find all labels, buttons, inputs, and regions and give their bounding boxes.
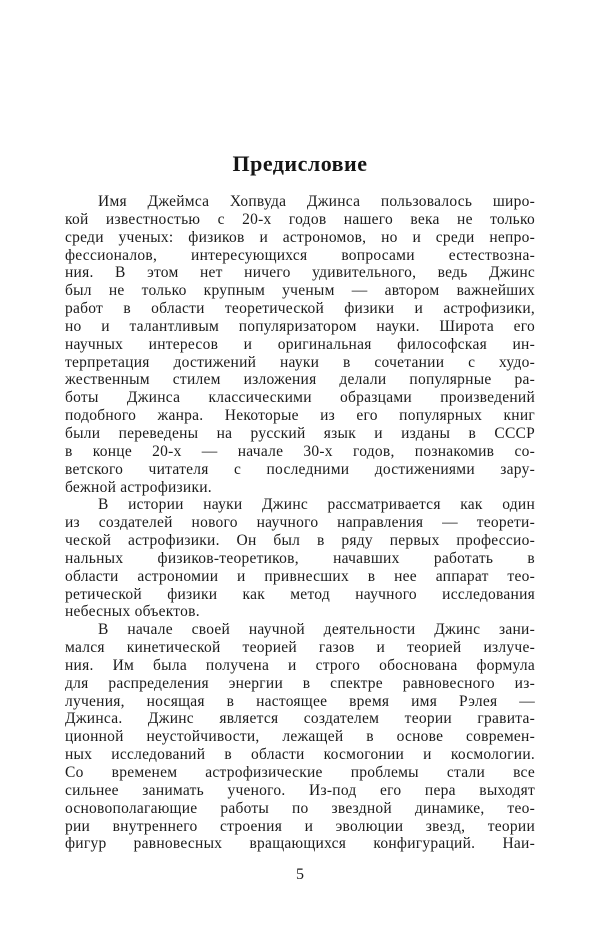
text-line: ветского читателя с последними достижениями зару- xyxy=(65,460,535,478)
paragraph xyxy=(65,621,535,853)
text-line: терпретация достижений науки в сочетании с худо- xyxy=(65,353,535,371)
text-line: мался кинетической теорией газов и теорией излуче- xyxy=(65,639,535,657)
text-line: ния. В этом нет ничего удивительного, ведь Джинс xyxy=(65,264,535,282)
text-line: боты Джинса классическими образцами произведений xyxy=(65,389,535,407)
text-line: В истории науки Джинс рассматривается как один xyxy=(98,496,535,514)
text-line: нальных физиков-теоретиков, начавших работать в xyxy=(65,549,535,567)
text-line: но и талантливым популяризатором науки. Широта его xyxy=(65,317,535,335)
text-line: жественным стилем изложения делали популярные ра- xyxy=(65,371,535,389)
text-line: ческой астрофизики. Он был в ряду первых профессио- xyxy=(65,532,535,550)
page-title: Предисловие xyxy=(232,150,368,176)
text-line: ных исследований в области космогонии и космологии. xyxy=(65,746,535,764)
text-line: В начале своей научной деятельности Джинс зани- xyxy=(98,621,535,639)
text-line: ционной неустойчивости, лежащей в основе современ- xyxy=(65,728,535,746)
text-line: небесных объектов. xyxy=(65,603,200,621)
text-line: из создателей нового научного направления — теорети- xyxy=(65,514,535,532)
text-line: фигур равновесных вращающихся конфигураций. Наи- xyxy=(65,835,535,853)
paragraph xyxy=(65,496,535,621)
text-line: подобного жанра. Некоторые из его популярных книг xyxy=(65,407,535,425)
body-text xyxy=(65,193,535,853)
text-line: сильнее занимать ученого. Из-под его пера выходят xyxy=(65,781,535,799)
text-line: области астрономии и привнесших в нее аппарат тео- xyxy=(65,567,535,585)
text-line: рии внутреннего строения и эволюции звезд, теории xyxy=(65,817,535,835)
text-line: кой известностью с 20-х годов нашего века не только xyxy=(65,210,535,228)
text-line: для распределения энергии в спектре равновесного из- xyxy=(65,674,535,692)
text-line: были переведены на русский язык и изданы в СССР xyxy=(65,424,535,442)
text-line: ния. Им была получена и строго обоснована формула xyxy=(65,656,535,674)
text-line: был не только крупным ученым — автором важнейших xyxy=(65,282,535,300)
text-line: в конце 20-х — начале 30-х годов, познакомив со- xyxy=(65,442,535,460)
text-line: бежной астрофизики. xyxy=(65,478,212,496)
paragraph xyxy=(65,193,535,496)
text-line: Со временем астрофизические проблемы стали все xyxy=(65,764,535,781)
text-line: Джинса. Джинс является создателем теории гравита- xyxy=(65,710,535,728)
text-line: лучения, носящая в настоящее время имя Рэлея — xyxy=(65,692,535,710)
text-line: фессионалов, интересующихся вопросами естествозна- xyxy=(65,246,535,264)
text-line: основополагающие работы по звездной динамике, тео- xyxy=(65,799,535,817)
text-line: ретической физики как метод научного исследования xyxy=(65,585,535,603)
text-line: Имя Джеймса Хопвуда Джинса пользовалось широ- xyxy=(98,193,535,210)
text-line: среди ученых: физиков и астрономов, но и среди непро- xyxy=(65,228,535,246)
text-line: научных интересов и оригинальная философская ин- xyxy=(65,335,535,353)
text-line: работ в области теоретической физики и астрофизики, xyxy=(65,300,535,318)
page-number: 5 xyxy=(296,866,304,883)
